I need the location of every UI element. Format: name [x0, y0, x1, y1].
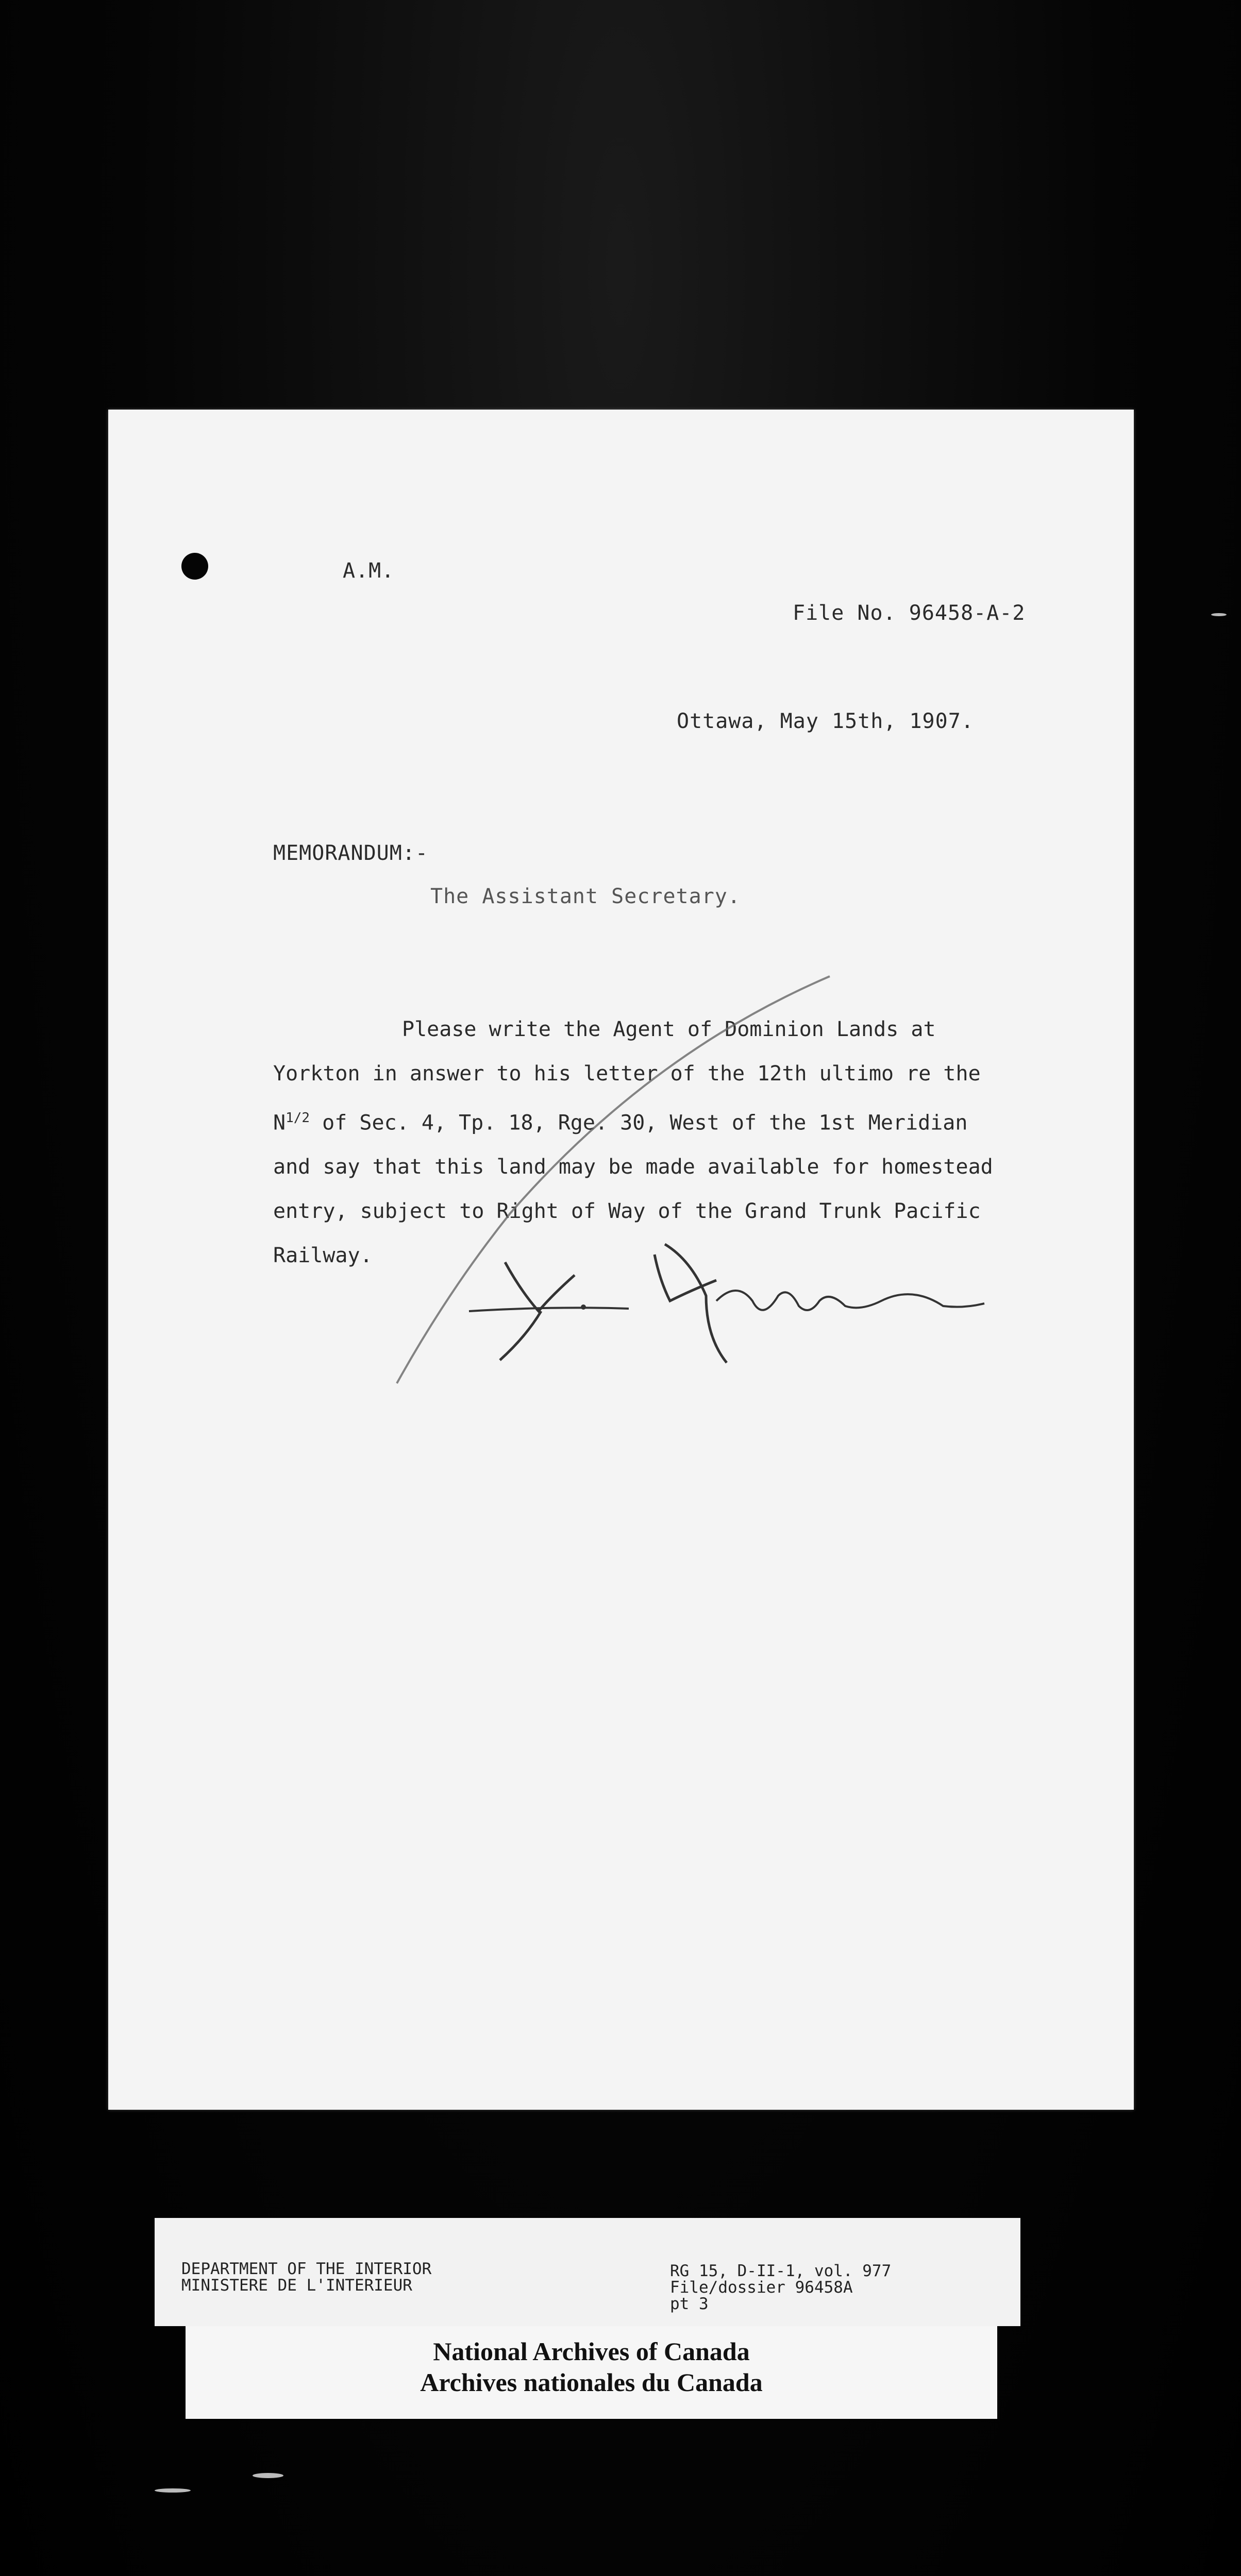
body-line-6: Railway. [273, 1244, 373, 1268]
film-speck [1211, 613, 1227, 616]
body-line-5: entry, subject to Right of Way of the Grand Trunk Pacific [273, 1199, 981, 1224]
body-line-3-prefix: N [273, 1111, 286, 1135]
body-line-2: Yorkton in answer to his letter of the 12th ultimo re the [273, 1062, 981, 1086]
memorandum-page [108, 410, 1134, 2110]
body-line-3-text: of Sec. 4, Tp. 18, Rge. 30, West of the 1st Meridian [322, 1111, 968, 1135]
punch-hole [181, 553, 208, 580]
archives-name-french: Archives nationales du Canada [420, 2368, 763, 2397]
addressee: The Assistant Secretary. [430, 885, 741, 908]
film-speck [155, 2488, 191, 2493]
body-line-3 [273, 1096, 1077, 1145]
department-english: DEPARTMENT OF THE INTERIOR [181, 2260, 432, 2278]
part-reference: pt 3 [670, 2295, 709, 2313]
body-line-3-fraction: 1/2 [286, 1110, 310, 1126]
archives-banner [186, 2326, 997, 2419]
signature [448, 1234, 1015, 1378]
date-line: Ottawa, May 15th, 1907. [677, 709, 974, 733]
department-french: MINISTERE DE L'INTERIEUR [181, 2276, 412, 2295]
record-group-reference: RG 15, D-II-1, vol. 977 [670, 2262, 892, 2280]
film-speck [253, 2473, 283, 2478]
archives-name-english: National Archives of Canada [433, 2337, 750, 2366]
memorandum-heading: MEMORANDUM:- [273, 841, 428, 865]
typist-initials: A.M. [343, 559, 395, 583]
body-line-1: Please write the Agent of Dominion Lands at [402, 1018, 936, 1041]
file-number: File No. 96458-A-2 [793, 601, 1026, 625]
file-dossier-reference: File/dossier 96458A [670, 2278, 853, 2297]
archive-reference-label [155, 2218, 1020, 2326]
body-line-4: and say that this land may be made available for homestead [273, 1155, 993, 1179]
